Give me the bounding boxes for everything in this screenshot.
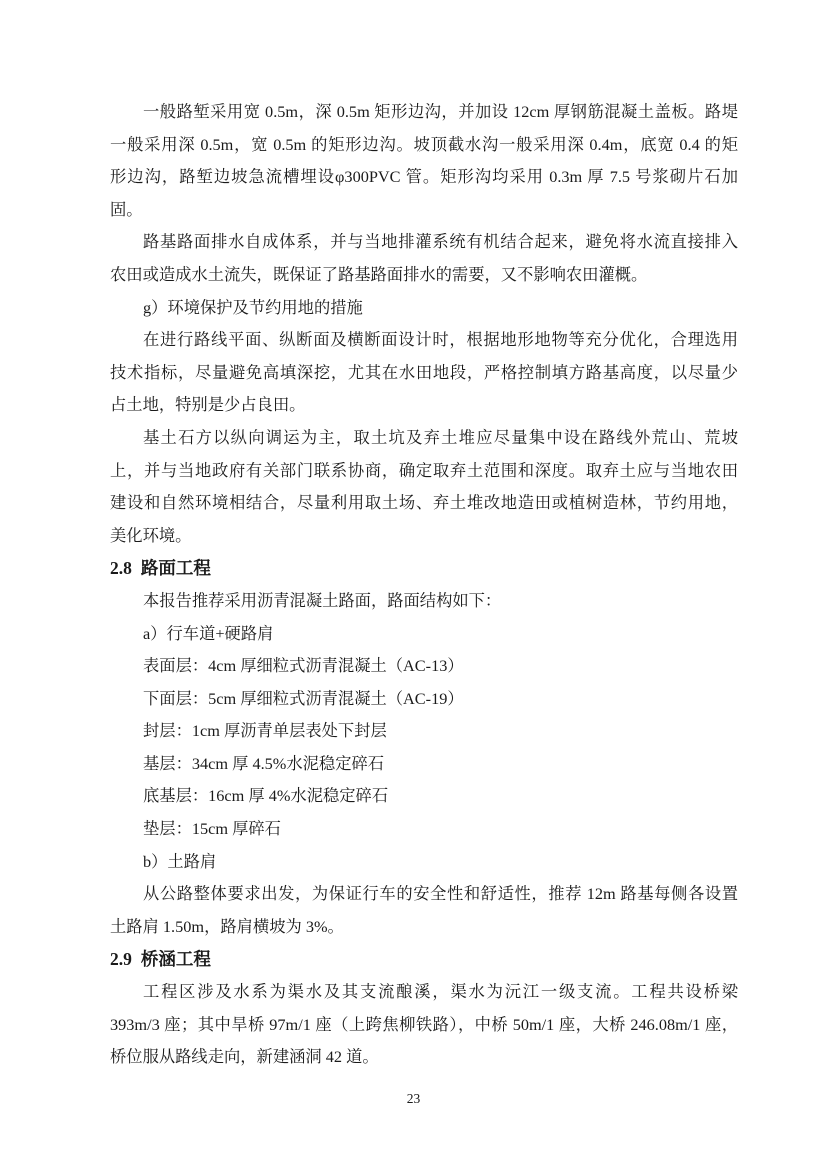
paragraph-line: 底基层：16cm 厚 4%水泥稳定碎石 (143, 786, 389, 806)
paragraph-line: 下面层：5cm 厚细粒式沥青混凝土（AC-19） (143, 688, 464, 708)
paragraph-line: 垫层：15cm 厚碎石 (143, 819, 281, 839)
paragraph-earthwork (110, 422, 738, 552)
paragraph-bridges-culverts (110, 976, 738, 1074)
item-surface-course (110, 650, 738, 683)
section-number: 2.8 (110, 558, 132, 579)
paragraph-line: 农田或造成水土流失，既保证了路基路面排水的需要，又不影响农田灌概。 (110, 264, 648, 284)
paragraph-pavement-intro (110, 585, 738, 618)
paragraph-line: 土路肩 1.50m，路肩横坡为 3%。 (110, 916, 344, 936)
item-b-soil-shoulder (110, 846, 738, 879)
item-cushion-course (110, 813, 738, 846)
paragraph-line: 路基路面排水自成体系，并与当地排灌系统有机结合起来，避免将水流直接排入 (143, 232, 738, 252)
paragraph-line: b）土路肩 (143, 851, 217, 871)
section-title: 路面工程 (140, 558, 211, 579)
paragraph-line: 从公路整体要求出发，为保证行车的安全性和舒适性，推荐 12m 路基每侧各设置 (143, 884, 738, 904)
paragraph-drainage-ditch (110, 96, 738, 226)
section-number: 2.9 (110, 949, 132, 970)
paragraph-line: 技术指标，尽量避免高填深挖，尤其在水田地段，严格控制填方路基高度，以尽量少 (110, 362, 738, 382)
paragraph-line: 固。 (110, 199, 143, 219)
item-seal-course (110, 715, 738, 748)
paragraph-line: 表面层：4cm 厚细粒式沥青混凝土（AC-13） (143, 656, 464, 676)
paragraph-line: 形边沟，路堑边坡急流槽埋设φ300PVC 管。矩形沟均采用 0.3m 厚 7.5 号浆砌片石加 (110, 167, 738, 187)
paragraph-alignment-design (110, 324, 738, 422)
paragraph-line: 基土石方以纵向调运为主，取土坑及弃土堆应尽量集中设在路线外荒山、荒坡 (143, 427, 738, 447)
paragraph-line: 工程区涉及水系为渠水及其支流酿溪，渠水为沅江一级支流。工程共设桥梁 (143, 982, 738, 1002)
section-heading-2-9 (110, 943, 738, 976)
section-title: 桥涵工程 (140, 949, 211, 970)
paragraph-line: 占土地，特别是少占良田。 (110, 395, 306, 415)
paragraph-line: 桥位服从路线走向，新建涵洞 42 道。 (110, 1047, 379, 1067)
paragraph-roadbed-drainage (110, 226, 738, 291)
paragraph-line: 393m/3 座；其中旱桥 97m/1 座（上跨焦柳铁路），中桥 50m/1 座，大桥 246.08m/1 座， (110, 1014, 738, 1034)
paragraph-shoulder-spec (110, 878, 738, 943)
page-number: 23 (406, 1091, 421, 1106)
paragraph-line: 建设和自然环境相结合，尽量利用取土场、弃土堆改地造田或植树造林，节约用地， (110, 493, 738, 513)
paragraph-line: 美化环境。 (110, 525, 192, 545)
paragraph-line: 封层：1cm 厚沥青单层表处下封层 (143, 721, 387, 741)
item-a-carriageway (110, 618, 738, 651)
item-base-course (110, 748, 738, 781)
item-g-environment (110, 292, 738, 325)
paragraph-line: 一般采用深 0.5m，宽 0.5m 的矩形边沟。坡顶截水沟一般采用深 0.4m，底宽 0.4 的矩 (110, 134, 738, 154)
item-lower-course (110, 683, 738, 716)
paragraph-line: g）环境保护及节约用地的措施 (143, 297, 363, 317)
paragraph-line: 基层：34cm 厚 4.5%水泥稳定碎石 (143, 753, 385, 773)
paragraph-line: 上，并与当地政府有关部门联系协商，确定取弃土范围和深度。取弃土应与当地农田 (110, 460, 738, 480)
paragraph-line: 一般路堑采用宽 0.5m，深 0.5m 矩形边沟，并加设 12cm 厚钢筋混凝土盖板。路堤 (143, 102, 738, 121)
item-subbase-course (110, 780, 738, 813)
document-body (110, 96, 738, 1074)
paragraph-line: 本报告推荐采用沥青混凝土路面，路面结构如下： (143, 590, 502, 610)
paragraph-line: 在进行路线平面、纵断面及横断面设计时，根据地形地物等充分优化，合理选用 (143, 330, 738, 350)
paragraph-line: a）行车道+硬路肩 (143, 623, 274, 643)
section-heading-2-8 (110, 552, 738, 585)
